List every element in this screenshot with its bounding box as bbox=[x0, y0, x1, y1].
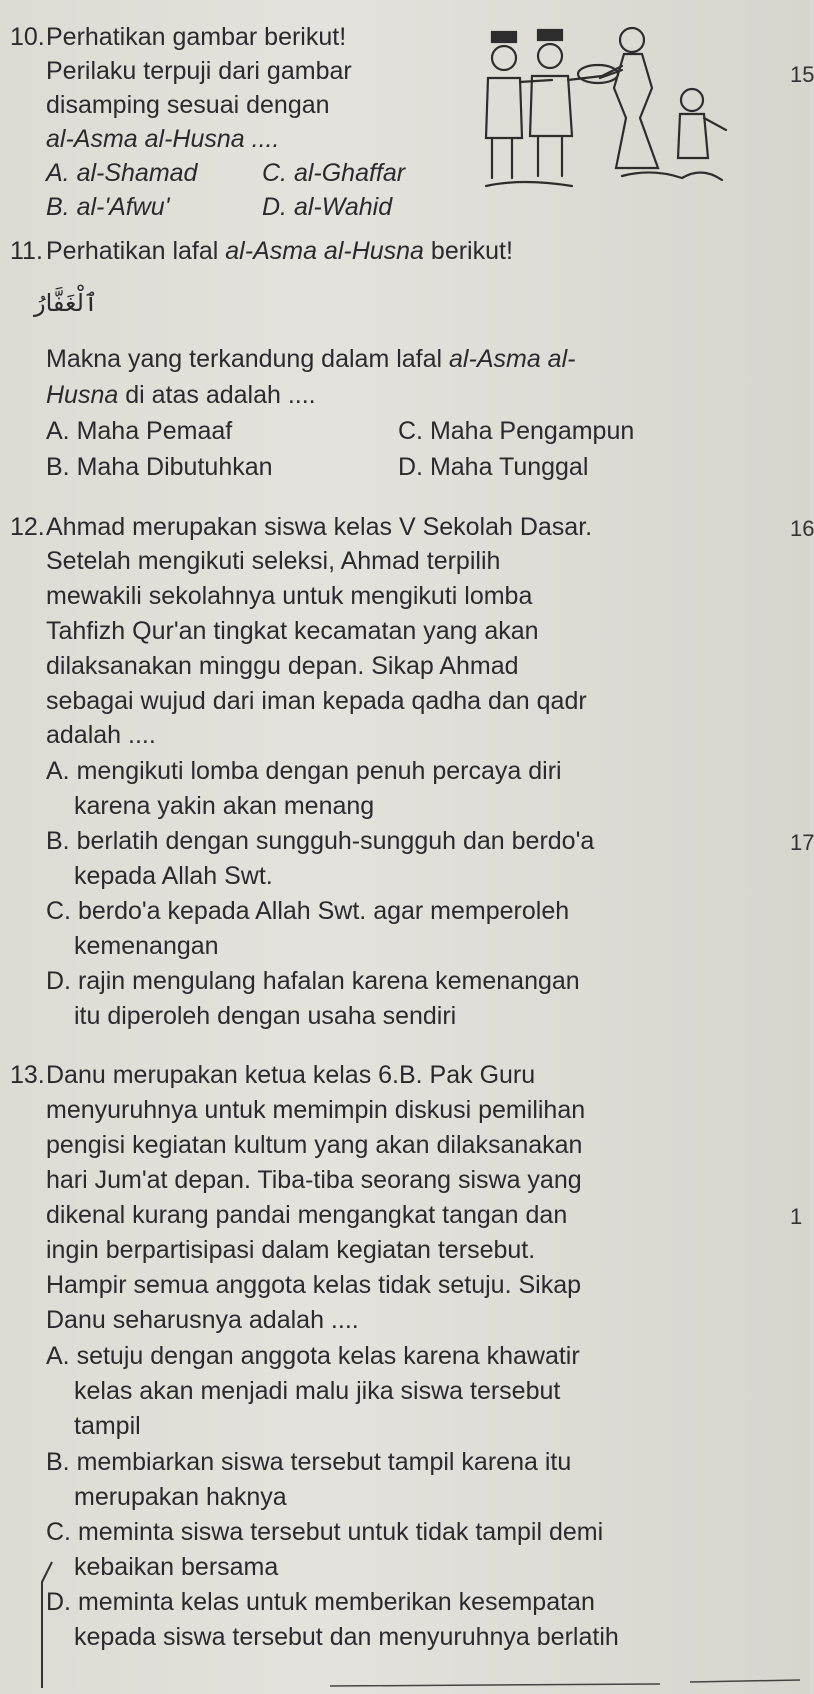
q11-line3 bbox=[46, 380, 316, 410]
q13-option-b: B. membiarkan siswa tersebut tampil karena itu bbox=[46, 1448, 572, 1476]
q13-option-b-cont: merupakan haknya bbox=[74, 1483, 287, 1511]
q10-line1: Perhatikan gambar berikut! bbox=[46, 23, 347, 51]
q13-line: menyuruhnya untuk memimpin diskusi pemilihan bbox=[46, 1096, 586, 1124]
q13-option-d: D. meminta kelas untuk memberikan kesempatan bbox=[46, 1588, 595, 1616]
edge-number: 15 bbox=[790, 62, 814, 87]
q10-line2: Perilaku terpuji dari gambar bbox=[46, 57, 352, 85]
q12-option-b-cont: kepada Allah Swt. bbox=[74, 862, 273, 890]
q13-line: pengisi kegiatan kultum yang akan dilaksanakan bbox=[46, 1131, 583, 1159]
q10-line4: al-Asma al-Husna .... bbox=[46, 125, 280, 153]
q11-line3-post: di atas adalah .... bbox=[118, 381, 316, 409]
q11-arabic-lafal: ٱلْغَفَّارُ bbox=[34, 289, 98, 317]
q12-line: Tahfizh Qur'an tingkat kecamatan yang akan bbox=[46, 617, 539, 645]
q10-line3: disamping sesuai dengan bbox=[46, 91, 330, 119]
q13-option-c: C. meminta siswa tersebut untuk tidak tampil demi bbox=[46, 1518, 604, 1546]
q13-option-a-cont2: tampil bbox=[74, 1412, 141, 1440]
q11-option-c: C. Maha Pengampun bbox=[398, 417, 635, 445]
bottom-underline bbox=[330, 1678, 800, 1690]
q12-line: Setelah mengikuti seleksi, Ahmad terpilih bbox=[46, 547, 501, 575]
q13-option-d-cont: kepada siswa tersebut dan menyuruhnya berlatih bbox=[74, 1623, 619, 1651]
q11-option-b: B. Maha Dibutuhkan bbox=[46, 453, 273, 481]
q12-line: dilaksanakan minggu depan. Sikap Ahmad bbox=[46, 652, 519, 680]
q12-line: sebagai wujud dari iman kepada qadha dan qadr bbox=[46, 687, 587, 715]
q13-line: Danu merupakan ketua kelas 6.B. Pak Guru bbox=[46, 1061, 536, 1089]
q13-line: hari Jum'at depan. Tiba-tiba seorang siswa yang bbox=[46, 1166, 582, 1194]
q13-line: Danu seharusnya adalah .... bbox=[46, 1306, 359, 1334]
q12-option-c-cont: kemenangan bbox=[74, 932, 219, 960]
q11-line2-pre: Makna yang terkandung dalam lafal bbox=[46, 345, 450, 373]
q10-option-d: D. al-Wahid bbox=[262, 193, 393, 221]
q11-prompt-pre: Perhatikan lafal bbox=[46, 237, 226, 265]
edge-number: 17 bbox=[790, 830, 814, 855]
q11-number: 11. bbox=[10, 237, 43, 265]
q12-number: 12. bbox=[10, 513, 45, 541]
q10-option-c: C. al-Ghaffar bbox=[262, 159, 406, 187]
q11-option-a: A. Maha Pemaaf bbox=[46, 417, 233, 445]
q12-line: Ahmad merupakan siswa kelas V Sekolah Dasar. bbox=[46, 513, 593, 541]
edge-number: 16 bbox=[790, 516, 814, 541]
q10-number: 10. bbox=[10, 23, 45, 51]
q13-line: dikenal kurang pandai mengangkat tangan dan bbox=[46, 1201, 568, 1229]
q12-line: mewakili sekolahnya untuk mengikuti lomba bbox=[46, 582, 533, 610]
q12-option-a: A. mengikuti lomba dengan penuh percaya diri bbox=[46, 757, 562, 785]
q11-line3-italic: Husna bbox=[46, 381, 119, 409]
q10-option-b: B. al-'Afwu' bbox=[46, 193, 170, 221]
q11-prompt-post: berikut! bbox=[423, 237, 513, 265]
q11-line2-italic: al-Asma al- bbox=[449, 345, 576, 373]
q13-number: 13. bbox=[10, 1061, 45, 1089]
q13-line: ingin berpartisipasi dalam kegiatan tersebut. bbox=[46, 1236, 536, 1264]
q11-option-d: D. Maha Tunggal bbox=[398, 453, 589, 481]
q12-option-b: B. berlatih dengan sungguh-sungguh dan berdo'a bbox=[46, 827, 595, 855]
q13-option-a: A. setuju dengan anggota kelas karena khawatir bbox=[46, 1342, 580, 1370]
q12-option-d-cont: itu diperoleh dengan usaha sendiri bbox=[74, 1002, 457, 1030]
q11-line2 bbox=[46, 344, 575, 374]
q13-option-a-cont: kelas akan menjadi malu jika siswa tersebut bbox=[74, 1377, 561, 1405]
q13-line: Hampir semua anggota kelas tidak setuju. Sikap bbox=[46, 1271, 582, 1299]
q12-line: adalah .... bbox=[46, 721, 156, 749]
q10-option-a: A. al-Shamad bbox=[46, 159, 198, 187]
q12-option-d: D. rajin mengulang hafalan karena kemenangan bbox=[46, 967, 580, 995]
q12-option-c: C. berdo'a kepada Allah Swt. agar memperoleh bbox=[46, 897, 570, 925]
q13-option-c-cont: kebaikan bersama bbox=[74, 1553, 279, 1581]
q11-prompt-italic: al-Asma al-Husna bbox=[225, 237, 424, 265]
forgiving-children-illustration bbox=[482, 18, 782, 218]
q12-option-a-cont: karena yakin akan menang bbox=[74, 792, 375, 820]
edge-number: 1 bbox=[790, 1204, 803, 1229]
margin-bracket-line bbox=[12, 1558, 56, 1692]
q11-prompt bbox=[46, 236, 513, 266]
